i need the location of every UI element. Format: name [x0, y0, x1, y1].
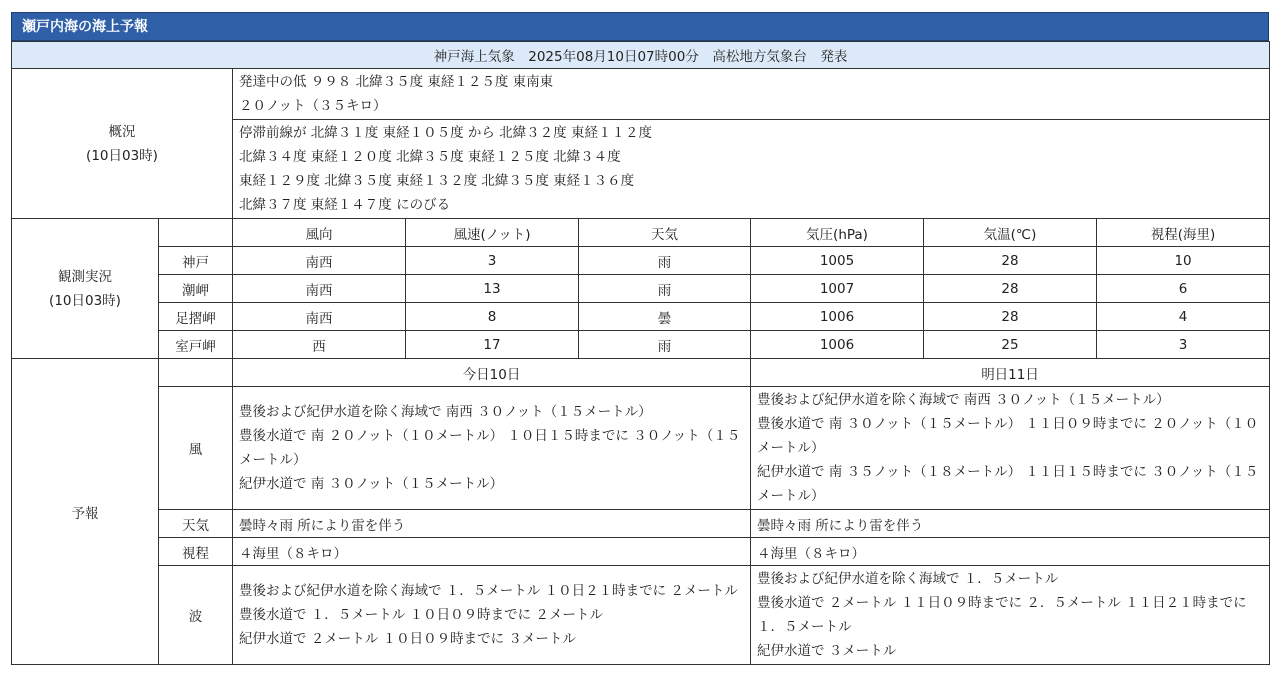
forecast-line: 豊後水道で ２メートル １１日０９時までに ２．５メートル １１日２１時までに １．５メートル [757, 595, 1247, 635]
table-cell: 4 [1097, 303, 1270, 331]
forecast-corner [159, 359, 233, 387]
table-cell: 南西 [233, 275, 406, 303]
table-cell: 17 [406, 331, 579, 359]
table-cell: 13 [406, 275, 579, 303]
observation-label: 観測実況 [58, 268, 112, 285]
weather-tomorrow: 曇時々雨 所により雷を伴う [751, 510, 1270, 538]
station-name: 潮岬 [159, 275, 233, 303]
table-cell: 3 [1097, 331, 1270, 359]
table-row [12, 331, 1270, 359]
column-header: 風向 [233, 219, 406, 247]
wave-tomorrow [751, 566, 1270, 665]
table-cell: 10 [1097, 247, 1270, 275]
table-cell: 雨 [579, 247, 751, 275]
table-cell: 南西 [233, 247, 406, 275]
table-row [12, 303, 1270, 331]
forecast-line: 豊後および紀伊水道を除く海域で １．５メートル [757, 571, 1059, 587]
forecast-panel [11, 12, 1269, 665]
table-cell: 1007 [751, 275, 924, 303]
issued-header: 神戸海上気象 2025年08月10日07時00分 高松地方気象台 発表 [12, 42, 1270, 69]
forecast-line: 豊後水道で 南 ３０ノット（１５メートル） １１日０９時までに ２０ノット（１０メートル） [757, 416, 1259, 456]
overview-time: (10日03時) [86, 147, 158, 164]
forecast-line: 紀伊水道で ３メートル [757, 643, 897, 659]
station-name: 足摺岬 [159, 303, 233, 331]
weather-label: 天気 [159, 510, 233, 538]
forecast-line: 豊後水道で 南 ２０ノット（１０メートル） １０日１５時までに ３０ノット（１５メートル） [239, 428, 741, 468]
table-cell: 1005 [751, 247, 924, 275]
forecast-line: 豊後水道で １．５メートル １０日０９時までに ２メートル [239, 607, 603, 623]
forecast-line: 豊後および紀伊水道を除く海域で １．５メートル １０日２１時までに ２メートル [239, 583, 738, 599]
observation-label-cell [12, 219, 159, 359]
weather-today: 曇時々雨 所により雷を伴う [233, 510, 751, 538]
wave-today [233, 566, 751, 665]
observation-time: (10日03時) [49, 292, 121, 309]
table-row [12, 275, 1270, 303]
overview-label: 概況 [108, 123, 136, 140]
table-cell: 28 [924, 275, 1097, 303]
table-cell: 8 [406, 303, 579, 331]
overview-line: 北緯３４度 東経１２０度 北緯３５度 東経１２５度 北緯３４度 [239, 149, 621, 165]
forecast-today-header: 今日10日 [233, 359, 751, 387]
table-cell: 28 [924, 247, 1097, 275]
table-cell: 曇 [579, 303, 751, 331]
station-name: 神戸 [159, 247, 233, 275]
column-header: 気圧(hPa) [751, 219, 924, 247]
overview-low [233, 69, 1270, 120]
overview-line: 停滞前線が 北緯３１度 東経１０５度 から 北緯３２度 東経１１２度 [239, 125, 652, 141]
table-cell: 6 [1097, 275, 1270, 303]
visibility-today: ４海里（８キロ） [233, 538, 751, 566]
column-header: 気温(℃) [924, 219, 1097, 247]
table-cell: 雨 [579, 275, 751, 303]
table-row [12, 247, 1270, 275]
wind-tomorrow [751, 387, 1270, 510]
forecast-tomorrow-header: 明日11日 [751, 359, 1270, 387]
overview-line: 発達中の低 ９９８ 北緯３５度 東経１２５度 東南東 [239, 74, 554, 90]
table-cell: 雨 [579, 331, 751, 359]
forecast-label: 予報 [12, 359, 159, 665]
overview-line: 東経１２９度 北緯３５度 東経１３２度 北緯３５度 東経１３６度 [239, 173, 635, 189]
overview-label-cell [12, 69, 233, 219]
table-cell: 1006 [751, 331, 924, 359]
overview-line: ２０ノット（３５キロ） [239, 98, 387, 114]
forecast-line: 豊後および紀伊水道を除く海域で 南西 ３０ノット（１５メートル） [239, 404, 652, 420]
forecast-table [11, 41, 1270, 665]
column-header: 天気 [579, 219, 751, 247]
visibility-label: 視程 [159, 538, 233, 566]
visibility-tomorrow: ４海里（８キロ） [751, 538, 1270, 566]
table-cell: 西 [233, 331, 406, 359]
table-cell: 3 [406, 247, 579, 275]
overview-front [233, 120, 1270, 219]
wind-label: 風 [159, 387, 233, 510]
forecast-line: 紀伊水道で 南 ３０ノット（１５メートル） [239, 476, 504, 492]
table-cell: 28 [924, 303, 1097, 331]
forecast-line: 紀伊水道で ２メートル １０日０９時までに ３メートル [239, 631, 576, 647]
page-title: 瀬戸内海の海上予報 [11, 12, 1269, 41]
table-cell: 1006 [751, 303, 924, 331]
column-header: 視程(海里) [1097, 219, 1270, 247]
station-name: 室戸岬 [159, 331, 233, 359]
table-cell: 南西 [233, 303, 406, 331]
wave-label: 波 [159, 566, 233, 665]
column-header: 風速(ノット) [406, 219, 579, 247]
table-cell: 25 [924, 331, 1097, 359]
forecast-line: 紀伊水道で 南 ３５ノット（１８メートル） １１日１５時までに ３０ノット（１５メートル） [757, 464, 1259, 504]
wind-today [233, 387, 751, 510]
observation-corner [159, 219, 233, 247]
forecast-line: 豊後および紀伊水道を除く海域で 南西 ３０ノット（１５メートル） [757, 392, 1170, 408]
overview-line: 北緯３７度 東経１４７度 にのびる [239, 197, 451, 213]
